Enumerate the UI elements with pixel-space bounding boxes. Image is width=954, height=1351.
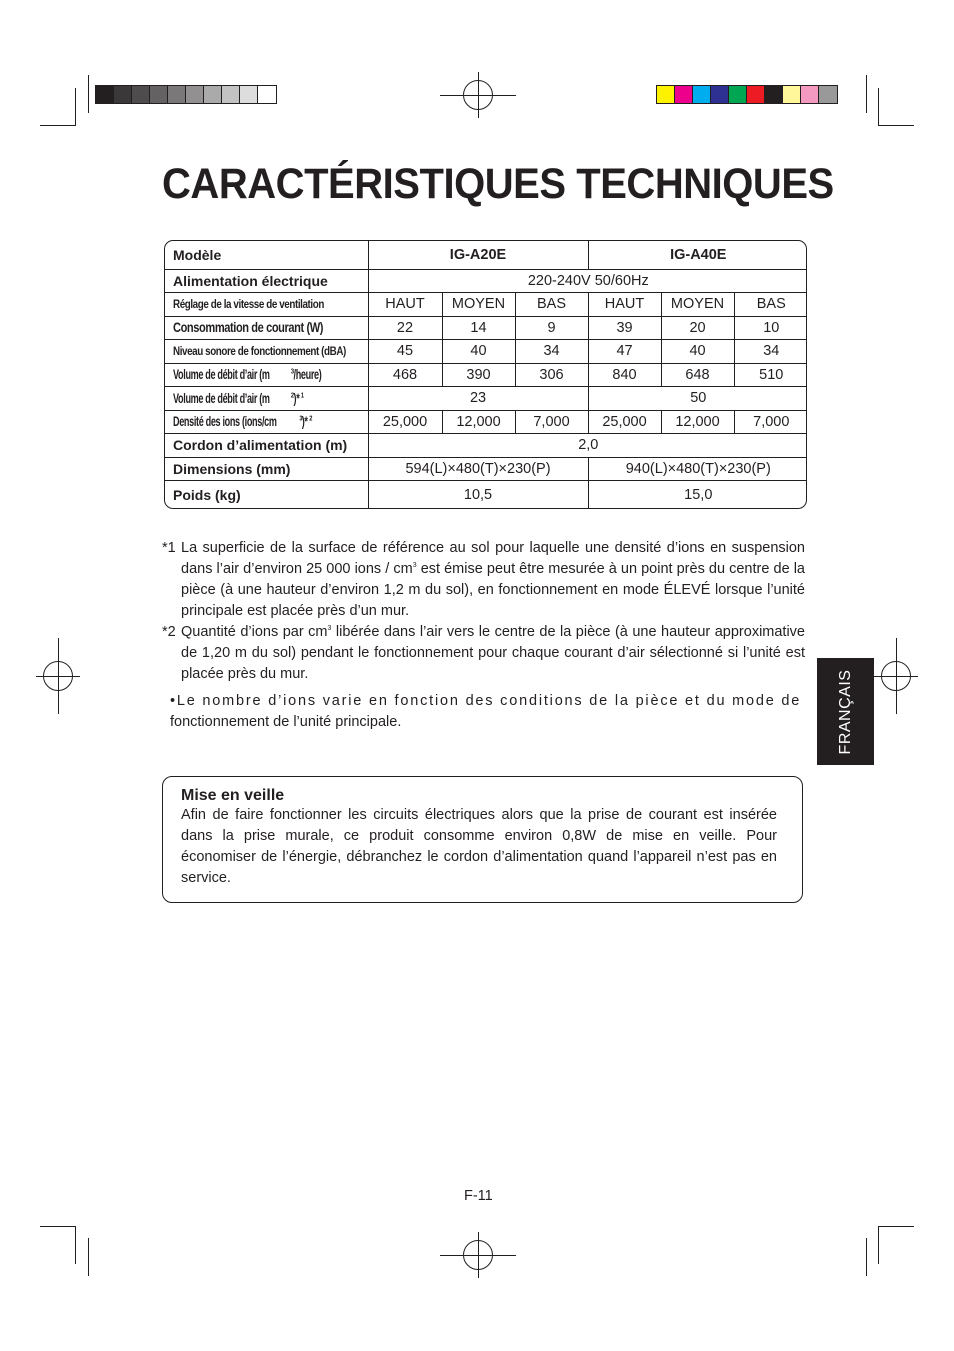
gray-swatch xyxy=(168,86,186,103)
speed-cell: BAS xyxy=(734,293,807,317)
table-row-dimensions xyxy=(165,457,807,481)
airflow-cell: 390 xyxy=(442,363,515,387)
color-swatch xyxy=(747,86,765,103)
power-value: 220-240V 50/60Hz xyxy=(368,269,807,293)
noise-cell: 34 xyxy=(734,340,807,364)
table-row-speed xyxy=(165,293,807,317)
speed-cell: HAUT xyxy=(368,293,442,317)
ion-cell: 12,000 xyxy=(442,410,515,434)
gray-calibration-bar xyxy=(95,85,277,104)
noise-cell: 34 xyxy=(515,340,588,364)
gray-swatch xyxy=(132,86,150,103)
consumption-cell: 20 xyxy=(661,316,734,340)
airflow-cell: 840 xyxy=(588,363,661,387)
color-swatch xyxy=(801,86,819,103)
table-row-model xyxy=(165,241,807,269)
speed-cell: MOYEN xyxy=(661,293,734,317)
table-row-ions xyxy=(165,410,807,434)
table-row-cord xyxy=(165,434,807,458)
bullet-note-line-1: •Le nombre d’ions varie en fonction des conditions de la pièce et du mode de xyxy=(170,693,802,709)
footnotes xyxy=(162,538,805,733)
bullet-note-line-2: fonctionnement de l’unité principale. xyxy=(170,714,402,730)
language-tab-label: FRANÇAIS xyxy=(836,669,854,754)
speed-cell: MOYEN xyxy=(442,293,515,317)
color-swatch xyxy=(783,86,801,103)
ion-cell: 25,000 xyxy=(588,410,661,434)
color-swatch xyxy=(675,86,693,103)
color-swatch xyxy=(711,86,729,103)
language-tab xyxy=(817,658,874,765)
page-number: F-11 xyxy=(464,1188,493,1204)
standby-box xyxy=(162,776,803,903)
airflow-cell: 306 xyxy=(515,363,588,387)
model-a: IG-A20E xyxy=(368,241,588,269)
power-label: Alimentation électrique xyxy=(165,269,368,293)
weight-b: 15,0 xyxy=(588,481,807,509)
gray-swatch xyxy=(186,86,204,103)
dim-b: 940(L)×480(T)×230(P) xyxy=(588,457,807,481)
airflow-cell: 468 xyxy=(368,363,442,387)
airflow-cell: 510 xyxy=(734,363,807,387)
model-label: Modèle xyxy=(165,241,368,269)
ion-cell: 7,000 xyxy=(515,410,588,434)
color-swatch xyxy=(693,86,711,103)
ion-cell: 12,000 xyxy=(661,410,734,434)
consumption-cell: 9 xyxy=(515,316,588,340)
gray-swatch xyxy=(96,86,114,103)
footnote-1: *1 La superficie de la surface de référence au sol pour laquelle une densité d’ions en suspension dans l’air d’environ 25 000 ions / $cm^3$ est émise peut être mesurée à un point près du centre de la pièce (à une hauteur d’environ 1,2 m du sol), en fonctionnement en mode ÉLEVÉ lorsque l’unité principale est placée près d’un mur. xyxy=(162,540,805,619)
weight-label: Poids (kg) xyxy=(165,481,368,509)
area-a: 23 xyxy=(368,387,588,411)
dim-a: 594(L)×480(T)×230(P) xyxy=(368,457,588,481)
consumption-cell: 14 xyxy=(442,316,515,340)
color-swatch xyxy=(657,86,675,103)
table-row-airflow xyxy=(165,363,807,387)
noise-label: Niveau sonore de fonctionnement (dBA) xyxy=(165,340,368,364)
color-swatch xyxy=(729,86,747,103)
model-b: IG-A40E xyxy=(588,241,807,269)
area-label: Volume de débit d’air (m $^2$)*$^1$ xyxy=(165,387,368,411)
ion-label: Densité des ions (ions/cm $^3$)*$^2$ xyxy=(165,410,368,434)
ion-cell: 7,000 xyxy=(734,410,807,434)
dim-label: Dimensions (mm) xyxy=(165,457,368,481)
color-swatch xyxy=(819,86,837,103)
standby-title: Mise en veille xyxy=(181,787,285,804)
table-row-area xyxy=(165,387,807,411)
gray-swatch xyxy=(258,86,276,103)
airflow-cell: 648 xyxy=(661,363,734,387)
table-row-weight xyxy=(165,481,807,509)
speed-cell: BAS xyxy=(515,293,588,317)
airflow-label: Volume de débit d’air (m $^3$/heure) xyxy=(165,363,368,387)
spec-table xyxy=(164,240,807,509)
table-row-noise xyxy=(165,340,807,364)
consumption-label: Consommation de courant (W) xyxy=(165,316,368,340)
standby-text: Afin de faire fonctionner les circuits électriques alors que la prise de courant est insérée dans la prise murale, ce produit consomme environ 0,8W de mise en veille. Pour économiser de l’énergie, débranchez le cordon d’alimentation quand l’appareil n’est pas en service. xyxy=(181,807,777,886)
footnote-2: *2 Quantité d’ions par $cm^3$ libérée dans l’air vers le centre de la pièce (à une hauteur approximative de 1,20 m du sol) pendant le fonctionnement pour chaque courant d’air sélectionné si l’unité est placée près du mur. xyxy=(162,624,805,682)
cord-label: Cordon d’alimentation (m) xyxy=(165,434,368,458)
table-row-power xyxy=(165,269,807,293)
noise-cell: 40 xyxy=(661,340,734,364)
noise-cell: 47 xyxy=(588,340,661,364)
cord-value: 2,0 xyxy=(368,434,807,458)
weight-a: 10,5 xyxy=(368,481,588,509)
consumption-cell: 22 xyxy=(368,316,442,340)
noise-cell: 45 xyxy=(368,340,442,364)
area-b: 50 xyxy=(588,387,807,411)
ion-cell: 25,000 xyxy=(368,410,442,434)
table-row-consumption xyxy=(165,316,807,340)
color-swatch xyxy=(765,86,783,103)
consumption-cell: 39 xyxy=(588,316,661,340)
gray-swatch xyxy=(204,86,222,103)
gray-swatch xyxy=(114,86,132,103)
gray-swatch xyxy=(222,86,240,103)
color-calibration-bar xyxy=(656,85,838,104)
gray-swatch xyxy=(150,86,168,103)
gray-swatch xyxy=(240,86,258,103)
consumption-cell: 10 xyxy=(734,316,807,340)
page-title: CARACTÉRISTIQUES TECHNIQUES xyxy=(162,160,834,208)
speed-cell: HAUT xyxy=(588,293,661,317)
noise-cell: 40 xyxy=(442,340,515,364)
speed-label: Réglage de la vitesse de ventilation xyxy=(165,293,368,317)
